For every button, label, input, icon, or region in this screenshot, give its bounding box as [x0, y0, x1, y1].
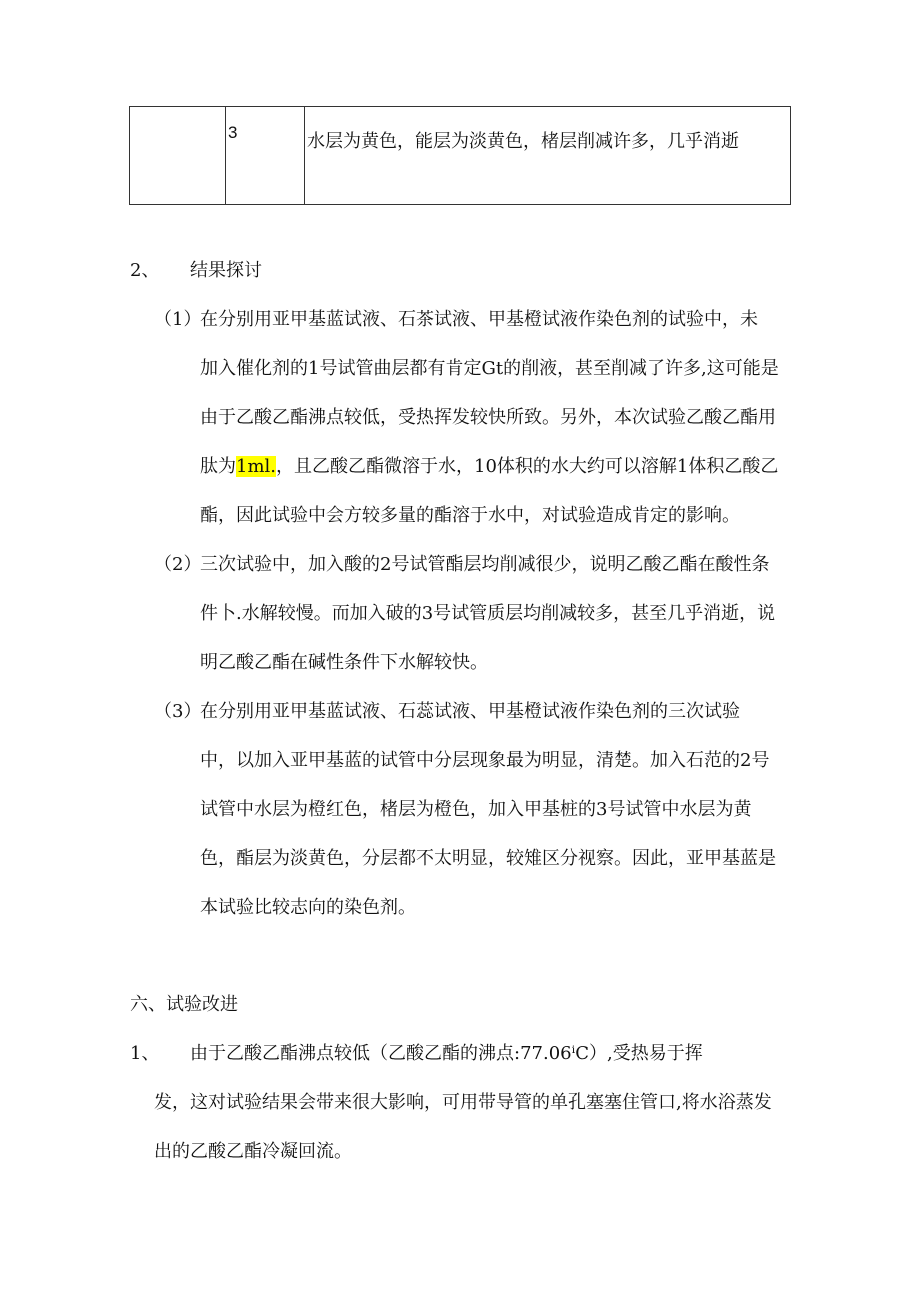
table-cell-observation [305, 107, 791, 205]
tube-number: 3 [228, 123, 238, 142]
table-cell-tube-number [226, 107, 305, 205]
paragraph-label: （3） [154, 701, 202, 722]
table-row [130, 107, 791, 205]
paragraph-line: 本试验比较志向的染色剂。 [200, 897, 416, 918]
paragraph-line: 三次试验中，加入酸的2号试管酯层均削减很少，说明乙酸乙酯在酸性条 [200, 554, 770, 575]
paragraph-line: 件卜.水解较慢。而加入破的3号试管质层均削减较多，甚至几乎消逝，说 [200, 603, 776, 624]
paragraph-line: 试管中水层为橙红色，楮层为橙色，加入甲基桩的3号试管中水层为黄 [200, 799, 752, 820]
section-title: 六、试验改进 [130, 994, 238, 1015]
paragraph-text: 肽为 [200, 456, 236, 477]
section-title: 结果探讨 [190, 260, 262, 281]
paragraph-line: 由于乙酸乙酯沸点较低，受热挥发较快所致。另外，本次试验乙酸乙酯用 [200, 407, 776, 428]
observation-text: 水层为黄色，能层为淡黄色，楮层削减许多，几乎消逝 [307, 131, 739, 152]
paragraph-line: 加入催化剂的1号试管曲层都有肯定Gt的削液，甚至削减了许多,这可能是 [200, 358, 779, 379]
section-number: 2、 [130, 260, 160, 281]
highlighted-text: 1ml. [236, 456, 276, 477]
paragraph-line: 在分别用亚甲基蓝试液、石茶试液、甲基橙试液作染色剂的试验中，未 [200, 309, 758, 330]
paragraph-label: （1） [154, 309, 202, 330]
paragraph-text: ，且乙酸乙酯微溶于水，10体积的水大约可以溶解1体积乙酸乙 [276, 456, 779, 477]
paragraph-line: 酯，因此试验中会方较多量的酯溶于水中，对试验造成肯定的影响。 [200, 505, 740, 526]
results-table [129, 106, 791, 205]
paragraph-line: 在分别用亚甲基蓝试液、石蕊试液、甲基橙试液作染色剂的三次试验 [200, 701, 740, 722]
table-cell-group [130, 107, 226, 205]
paragraph-line: 明乙酸乙酯在碱性条件下水解较快。 [200, 652, 488, 673]
paragraph-line: 发，这对试验结果会带来很大影响，可用带导管的单孔塞塞住管口,将水浴蒸发 [154, 1092, 772, 1113]
paragraph-line: 出的乙酸乙酯冷凝回流。 [154, 1141, 352, 1162]
paragraph-line: 中，以加入亚甲基蓝的试管中分层现象最为明显，清楚。加入石范的2号 [200, 750, 770, 771]
paragraph-line [200, 455, 778, 479]
item-number: 1、 [130, 1043, 160, 1064]
paragraph-line: 由于乙酸乙酯沸点较低（乙酸乙酯的沸点:77.06ⁱC）,受热易于挥 [190, 1043, 703, 1064]
paragraph-line: 色，酯层为淡黄色，分层都不太明显，较雉区分视察。因此，亚甲基蓝是 [200, 848, 776, 869]
paragraph-label: （2） [154, 554, 202, 575]
